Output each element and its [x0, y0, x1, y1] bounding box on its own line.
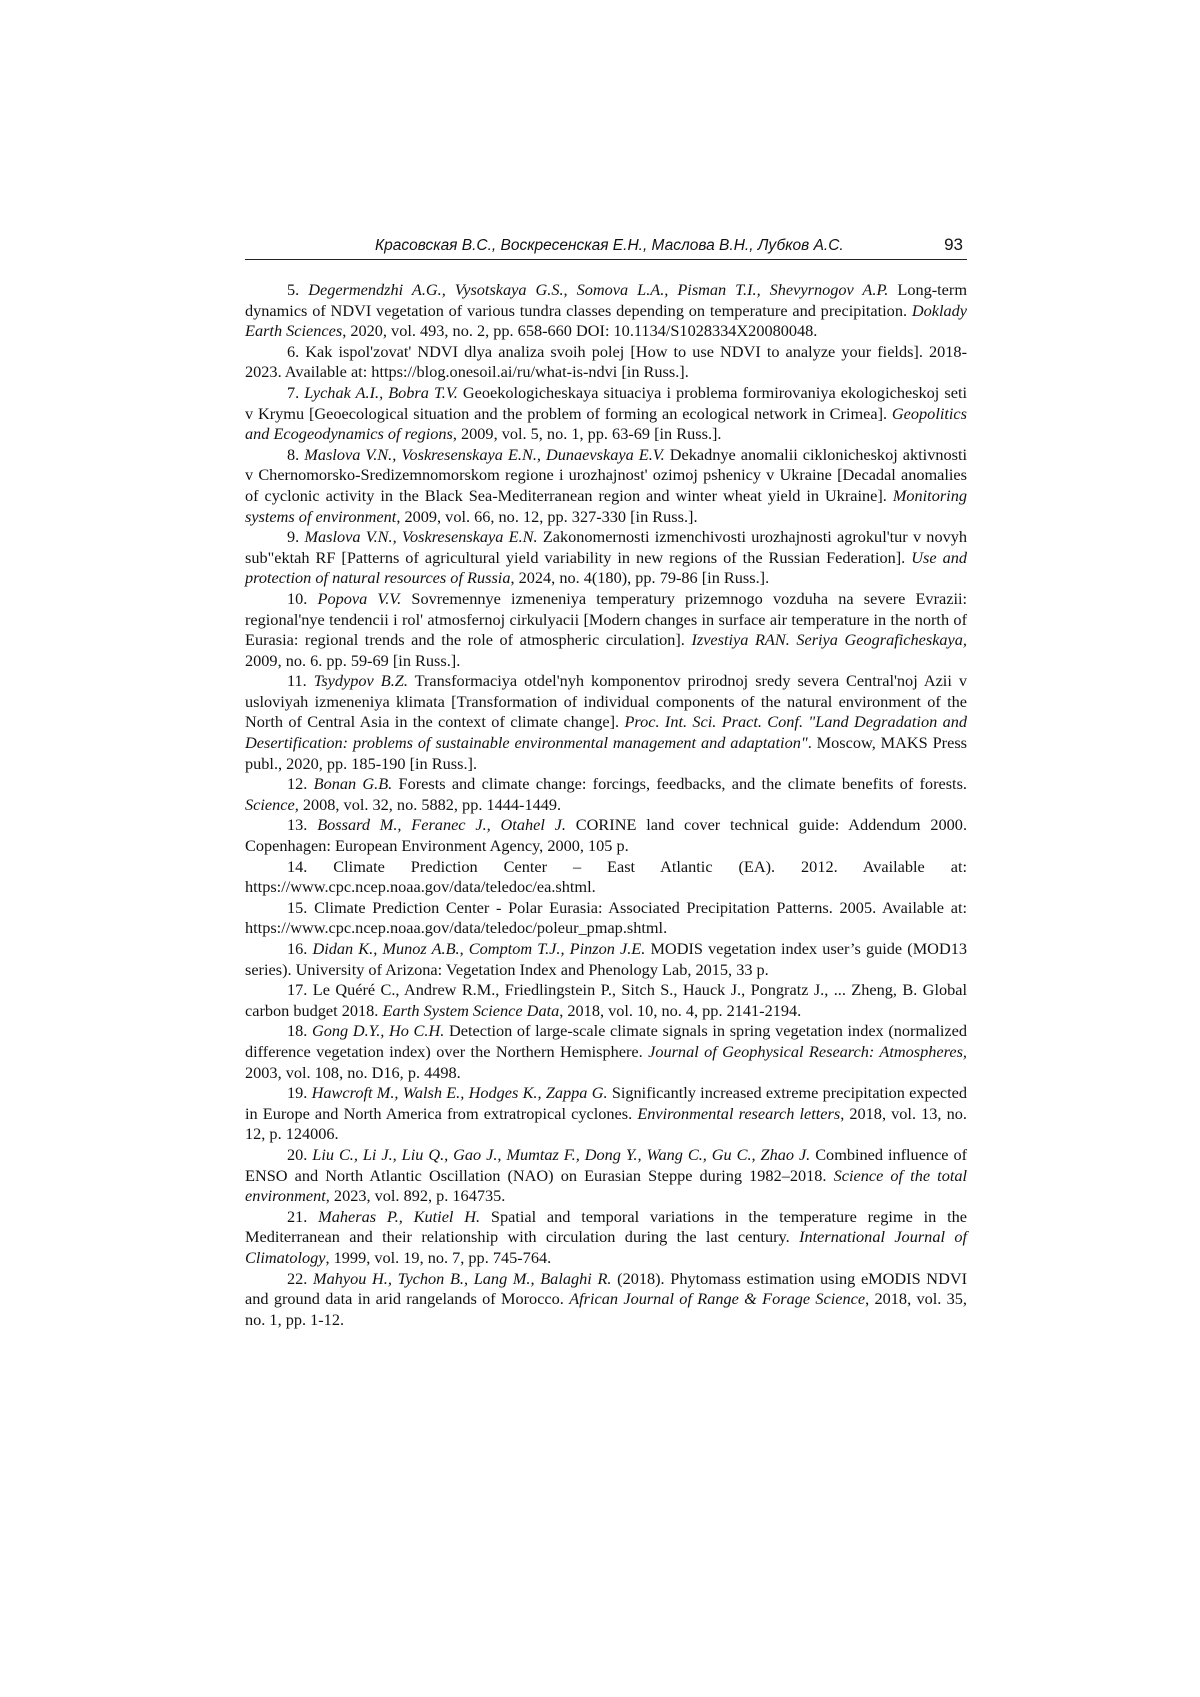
reference-source: African Journal of Range & Forage Science [569, 1289, 866, 1309]
reference-details: , 2018, vol. 10, no. 4, pp. 2141-2194. [559, 1000, 802, 1020]
reference-text: Detection of large-scale climate signals in spring vegetation index (normalized difference vegetation index) over the Northern Hemisphere. [245, 1021, 968, 1061]
reference-text: Climate Prediction Center - Polar Eurasia: Associated Precipitation Patterns. 2005. Available at: https://www.cpc.ncep.noaa.gov/data/teledoc/poleur_pmap.shtml. [245, 897, 967, 938]
page-number: 93 [944, 235, 963, 254]
reference-number: 22. [287, 1268, 308, 1288]
reference-authors: Tsydypov B.Z. [313, 671, 408, 691]
reference-source: International Journal of Climatology [245, 1227, 967, 1267]
reference-text: Sovremennye izmeneniya temperatury prizemnogo vozduha na severe Evrazii: regional'nye tendencii i rol' atmosfernoj cirkulyacii [Modern changes in surface air temperature in the north of Eurasia: regional trends and the role of atmospheric circulation]. [245, 588, 968, 650]
reference-source: Monitoring systems of environment [245, 485, 967, 526]
reference-text: Long-term dynamics of NDVI vegetation of various tundra classes depending on temperature and precipitation. [245, 280, 967, 320]
reference-authors: Maslova V.N., Voskresenskaya E.N. [304, 527, 538, 547]
reference-authors: Gong D.Y., Ho C.H. [312, 1021, 445, 1041]
reference-source: Proc. Int. Sci. Pract. Conf. "Land Degradation and Desertification: problems of sustainable environmental management and adaptation" [245, 712, 968, 753]
reference-details: , 2009, vol. 66, no. 12, pp. 327-330 [in Russ.]. [396, 506, 698, 526]
reference-text: Geoekologicheskaya situaciya i problema formirovaniya ekologicheskoj seti v Krymu [Geoecological situation and the problem of forming an ecological network in Crimea]. [245, 382, 967, 423]
reference-number: 9. [287, 527, 300, 547]
reference-details: . Moscow, MAKS Press publ., 2020, pp. 185-190 [in Russ.]. [245, 733, 967, 773]
reference-entry [245, 1083, 967, 1145]
reference-authors: Hawcroft M., Walsh E., Hodges K., Zappa G. [311, 1083, 608, 1103]
reference-details: , 2018, vol. 13, no. 12, p. 124006. [245, 1103, 967, 1144]
reference-details: , 2018, vol. 35, no. 1, pp. 1-12. [245, 1289, 967, 1329]
reference-source: Environmental research letters [637, 1103, 841, 1123]
reference-text: Climate Prediction Center – East Atlantic (EA). 2012. Available at: https://www.cpc.ncep.noaa.gov/data/teledoc/ea.shtml. [245, 856, 967, 897]
reference-authors: Liu C., Li J., Liu Q., Gao J., Mumtaz F., Dong Y., Wang C., Gu C., Zhao J. [312, 1144, 811, 1164]
running-header [245, 233, 967, 260]
reference-text: MODIS vegetation index user’s guide (MOD13 series). University of Arizona: Vegetation Index and Phenology Lab, 2015, 33 p. [245, 939, 967, 979]
reference-number: 10. [287, 588, 308, 608]
reference-entry [245, 1145, 967, 1207]
reference-authors: Mahyou H., Tychon B., Lang M., Balaghi R. [313, 1268, 612, 1288]
reference-entry [245, 980, 967, 1021]
reference-number: 11. [287, 671, 307, 691]
reference-entry [245, 589, 967, 671]
reference-authors: Popova V.V. [317, 588, 402, 608]
reference-authors: Bossard M., Feranec J., Otahel J. [317, 815, 566, 835]
reference-number: 16. [287, 939, 308, 958]
reference-details: , 2009, vol. 5, no. 1, pp. 63-69 [in Russ.]. [452, 424, 722, 444]
reference-entry [245, 774, 967, 815]
reference-authors: Degermendzhi A.G., Vysotskaya G.S., Somova L.A., Pisman T.I., Shevyrnogov A.P. [308, 280, 889, 299]
reference-details: 2003, vol. 108, no. D16, p. 4498. [245, 1062, 461, 1082]
reference-number: 15. [287, 897, 308, 917]
reference-text: Transformaciya otdel'nyh komponentov prirodnoj sredy severa Central'noj Azii v usloviyah izmeneniya klimata [Transformation of individual components of the natural environment of the North of Central Asia in the context of climate change]. [245, 671, 967, 732]
header-authors: Красовская В.С., Воскресенская Е.Н., Маслова В.Н., Лубков А.С. [375, 237, 844, 254]
reference-text: Dekadnye anomalii ciklonicheskoj aktivnosti v Chernomorsko-Sredizemnomorskom regione i urozhajnost' ozimoj pshenicy v Ukraine [Decadal anomalies of cyclonic activity in the Black Sea-Mediterranean region and winter wheat yield in Ukraine]. [245, 444, 967, 505]
reference-entry [245, 898, 967, 939]
reference-details: , 2023, vol. 892, p. 164735. [325, 1186, 506, 1206]
reference-number: 12. [287, 774, 308, 794]
reference-source: Izvestiya RAN. Seriya Geograficheskaya, [691, 630, 967, 650]
reference-text: CORINE land cover technical guide: Addendum 2000. Copenhagen: European Environment Agency, 2000, 105 p. [245, 815, 968, 856]
reference-entry [245, 1021, 967, 1083]
reference-entry [245, 445, 967, 527]
reference-source: Geopolitics and Ecogeodynamics of regions [245, 403, 967, 444]
reference-text: Significantly increased extreme precipitation expected in Europe and North America from extratropical cyclones. [245, 1083, 967, 1123]
reference-list [245, 280, 967, 1330]
reference-details: , 2024, no. 4(180), pp. 79-86 [in Russ.]. [510, 568, 770, 588]
reference-number: 14. [287, 856, 308, 876]
reference-entry [245, 815, 967, 856]
reference-authors: Bonan G.B. [313, 774, 393, 794]
reference-authors: Didan K., Munoz A.B., Comptom T.J., Pinzon J.E. [312, 939, 646, 958]
reference-entry [245, 280, 967, 342]
reference-number: 19. [287, 1083, 308, 1103]
reference-authors: Maheras P., Kutiel H. [318, 1206, 481, 1226]
reference-details: 2008, vol. 32, no. 5882, pp. 1444-1449. [298, 794, 562, 814]
reference-number: 18. [287, 1021, 308, 1041]
reference-entry [245, 342, 967, 383]
reference-source: Science, [245, 794, 299, 814]
reference-entry [245, 383, 967, 445]
reference-number: 6. [287, 341, 300, 361]
reference-text: Forests and climate change: forcings, feedbacks, and the climate benefits of forests. [398, 774, 967, 794]
reference-authors: Maslova V.N., Voskresenskaya E.N., Dunaevskaya E.V. [304, 444, 665, 464]
reference-source: Journal of Geophysical Research: Atmospheres, [648, 1041, 967, 1061]
reference-text: (2018). Phytomass estimation using eMODIS NDVI and ground data in arid rangelands of Morocco. [245, 1268, 968, 1309]
reference-number: 5. [287, 280, 300, 299]
reference-text: Spatial and temporal variations in the temperature regime in the Mediterranean and their relationship with circulation during the last century. [245, 1206, 967, 1247]
reference-number: 7. [287, 382, 300, 402]
reference-source: Use and protection of natural resources of Russia [245, 547, 968, 588]
reference-number: 13. [287, 815, 308, 835]
reference-entry [245, 1269, 967, 1331]
reference-source: Doklady Earth Sciences [245, 300, 968, 341]
reference-source: Earth System Science Data [382, 1000, 560, 1020]
reference-authors: Lychak A.I., Bobra T.V. [304, 382, 458, 402]
reference-number: 17. [287, 980, 308, 1000]
reference-entry [245, 857, 967, 898]
reference-entry [245, 939, 967, 980]
reference-entry [245, 671, 967, 774]
reference-text: Kak ispol'zovat' NDVI dlya analiza svoih polej [How to use NDVI to analyze your fields]. 2018-2023. Available at: https://blog.onesoil.ai/ru/what-is-ndvi [in Russ.]. [245, 341, 967, 382]
reference-details: 2009, no. 6. pp. 59-69 [in Russ.]. [245, 650, 461, 670]
reference-text: Zakonomernosti izmenchivosti urozhajnosti agrokul'tur v novyh sub"ektah RF [Patterns of agricultural yield variability in new regions of the Russian Federation]. [245, 527, 968, 567]
reference-text: Le Quéré C., Andrew R.M., Friedlingstein P., Sitch S., Hauck J., Pongratz J., ... Zheng, B. Global carbon budget 2018. [245, 980, 967, 1020]
reference-number: 21. [287, 1206, 308, 1226]
reference-number: 20. [287, 1144, 308, 1164]
reference-text: Combined influence of ENSO and North Atlantic Oscillation (NAO) on Eurasian Steppe during 1982–2018. [245, 1144, 968, 1185]
reference-entry [245, 527, 967, 589]
reference-entry [245, 1207, 967, 1269]
reference-number: 8. [287, 444, 300, 464]
reference-details: , 2020, vol. 493, no. 2, pp. 658-660 DOI: 10.1134/S1028334X20080048. [342, 321, 818, 341]
reference-details: , 1999, vol. 19, no. 7, pp. 745-764. [325, 1247, 552, 1267]
reference-source: Science of the total environment [245, 1165, 968, 1206]
